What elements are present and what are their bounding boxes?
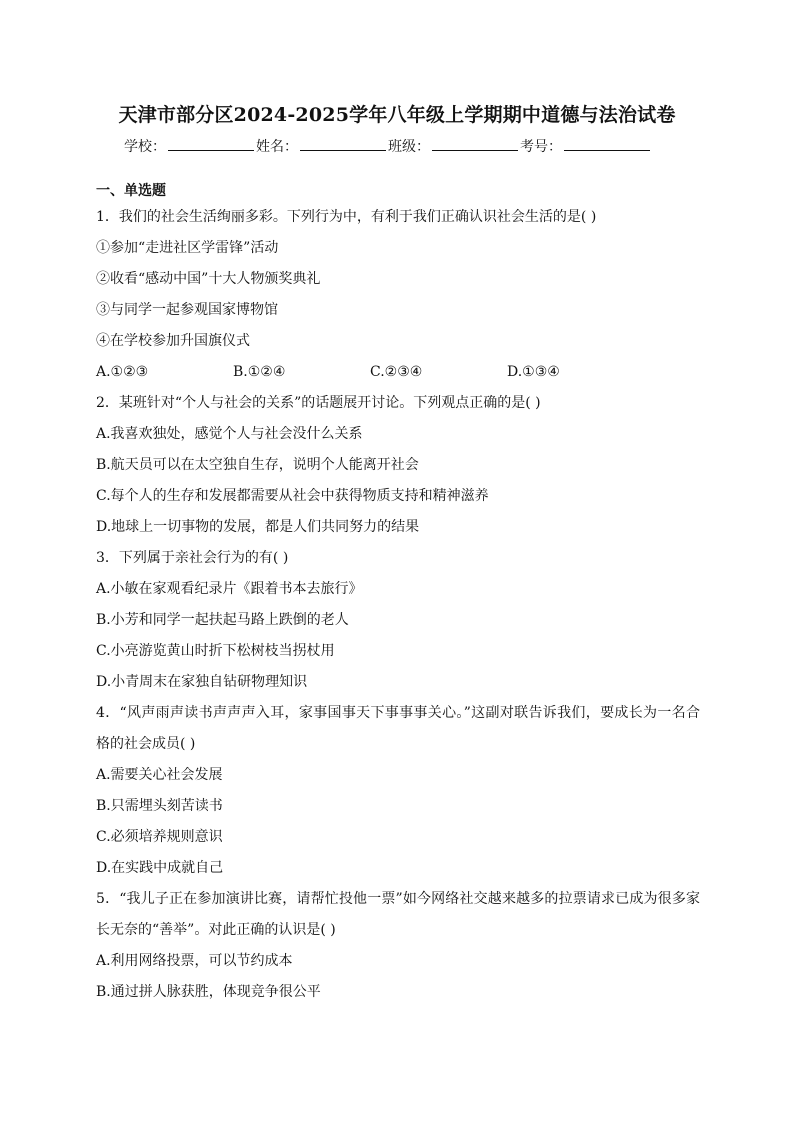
option-a[interactable]: A.①②③ [96,364,149,380]
option-d[interactable]: D.地球上一切事物的发展，都是人们共同努力的结果 [96,519,420,535]
school-blank[interactable] [168,138,254,151]
option-a[interactable]: A.我喜欢独处，感觉个人与社会没什么关系 [96,426,363,442]
option-d[interactable]: D.①③④ [507,364,560,380]
statement-item: ③与同学一起参观国家博物馆 [96,302,278,318]
option-a[interactable]: A.利用网络投票，可以节约成本 [96,953,293,969]
exam-content [96,180,700,1008]
question-2 [96,388,700,543]
exam-number-blank[interactable] [564,138,650,151]
question-stem: 2．某班针对“个人与社会的关系”的话题展开讨论。下列观点正确的是( ) [96,395,541,411]
class-blank[interactable] [432,138,518,151]
option-c[interactable]: C.必须培养规则意识 [96,829,223,845]
question-stem: 1．我们的社会生活绚丽多彩。下列行为中，有利于我们正确认识社会生活的是( ) [96,209,597,225]
option-b[interactable]: B.航天员可以在太空独自生存，说明个人能离开社会 [96,457,419,473]
name-label: 姓名： [256,139,298,155]
statement-item: ②收看“感动中国”十大人物颁奖典礼 [96,271,321,287]
option-d[interactable]: D.在实践中成就自己 [96,860,224,876]
section-heading: 一、单选题 [96,183,166,199]
statement-item: ①参加“走进社区学雷锋”活动 [96,240,279,256]
exam-number-label: 考号： [520,139,562,155]
option-b[interactable]: B.①②④ [233,364,286,380]
question-stem: 4．“风声雨声读书声声声入耳，家事国事天下事事事关心。”这副对联告诉我们，要成长为一名合格的社会成员( ) [96,705,700,752]
question-5 [96,884,700,1008]
option-b[interactable]: B.通过拼人脉获胜，体现竞争很公平 [96,984,321,1000]
question-1 [96,202,700,388]
school-label: 学校： [124,139,166,155]
option-c[interactable]: C.②③④ [370,364,423,380]
student-info-row [124,136,684,156]
inline-options [96,357,700,388]
option-b[interactable]: B.只需埋头刻苦读书 [96,798,223,814]
question-stem: 5．“我儿子正在参加演讲比赛，请帮忙投他一票”如今网络社交越来越多的拉票请求已成为很多家长无奈的“善举”。对此正确的认识是( ) [96,891,700,938]
option-a[interactable]: A.需要关心社会发展 [96,767,223,783]
class-label: 班级： [388,139,430,155]
exam-title: 天津市部分区2024-2025学年八年级上学期期中道德与法治试卷 [118,104,676,126]
name-blank[interactable] [300,138,386,151]
option-a[interactable]: A.小敏在家观看纪录片《跟着书本去旅行》 [96,581,363,597]
question-stem: 3．下列属于亲社会行为的有( ) [96,550,289,566]
option-c[interactable]: C.小亮游览黄山时折下松树枝当拐杖用 [96,643,335,659]
question-3 [96,543,700,698]
statement-item: ④在学校参加升国旗仪式 [96,333,250,349]
question-4 [96,698,700,884]
option-d[interactable]: D.小青周末在家独自钻研物理知识 [96,674,308,690]
option-c[interactable]: C.每个人的生存和发展都需要从社会中获得物质支持和精神滋养 [96,488,489,504]
option-b[interactable]: B.小芳和同学一起扶起马路上跌倒的老人 [96,612,349,628]
